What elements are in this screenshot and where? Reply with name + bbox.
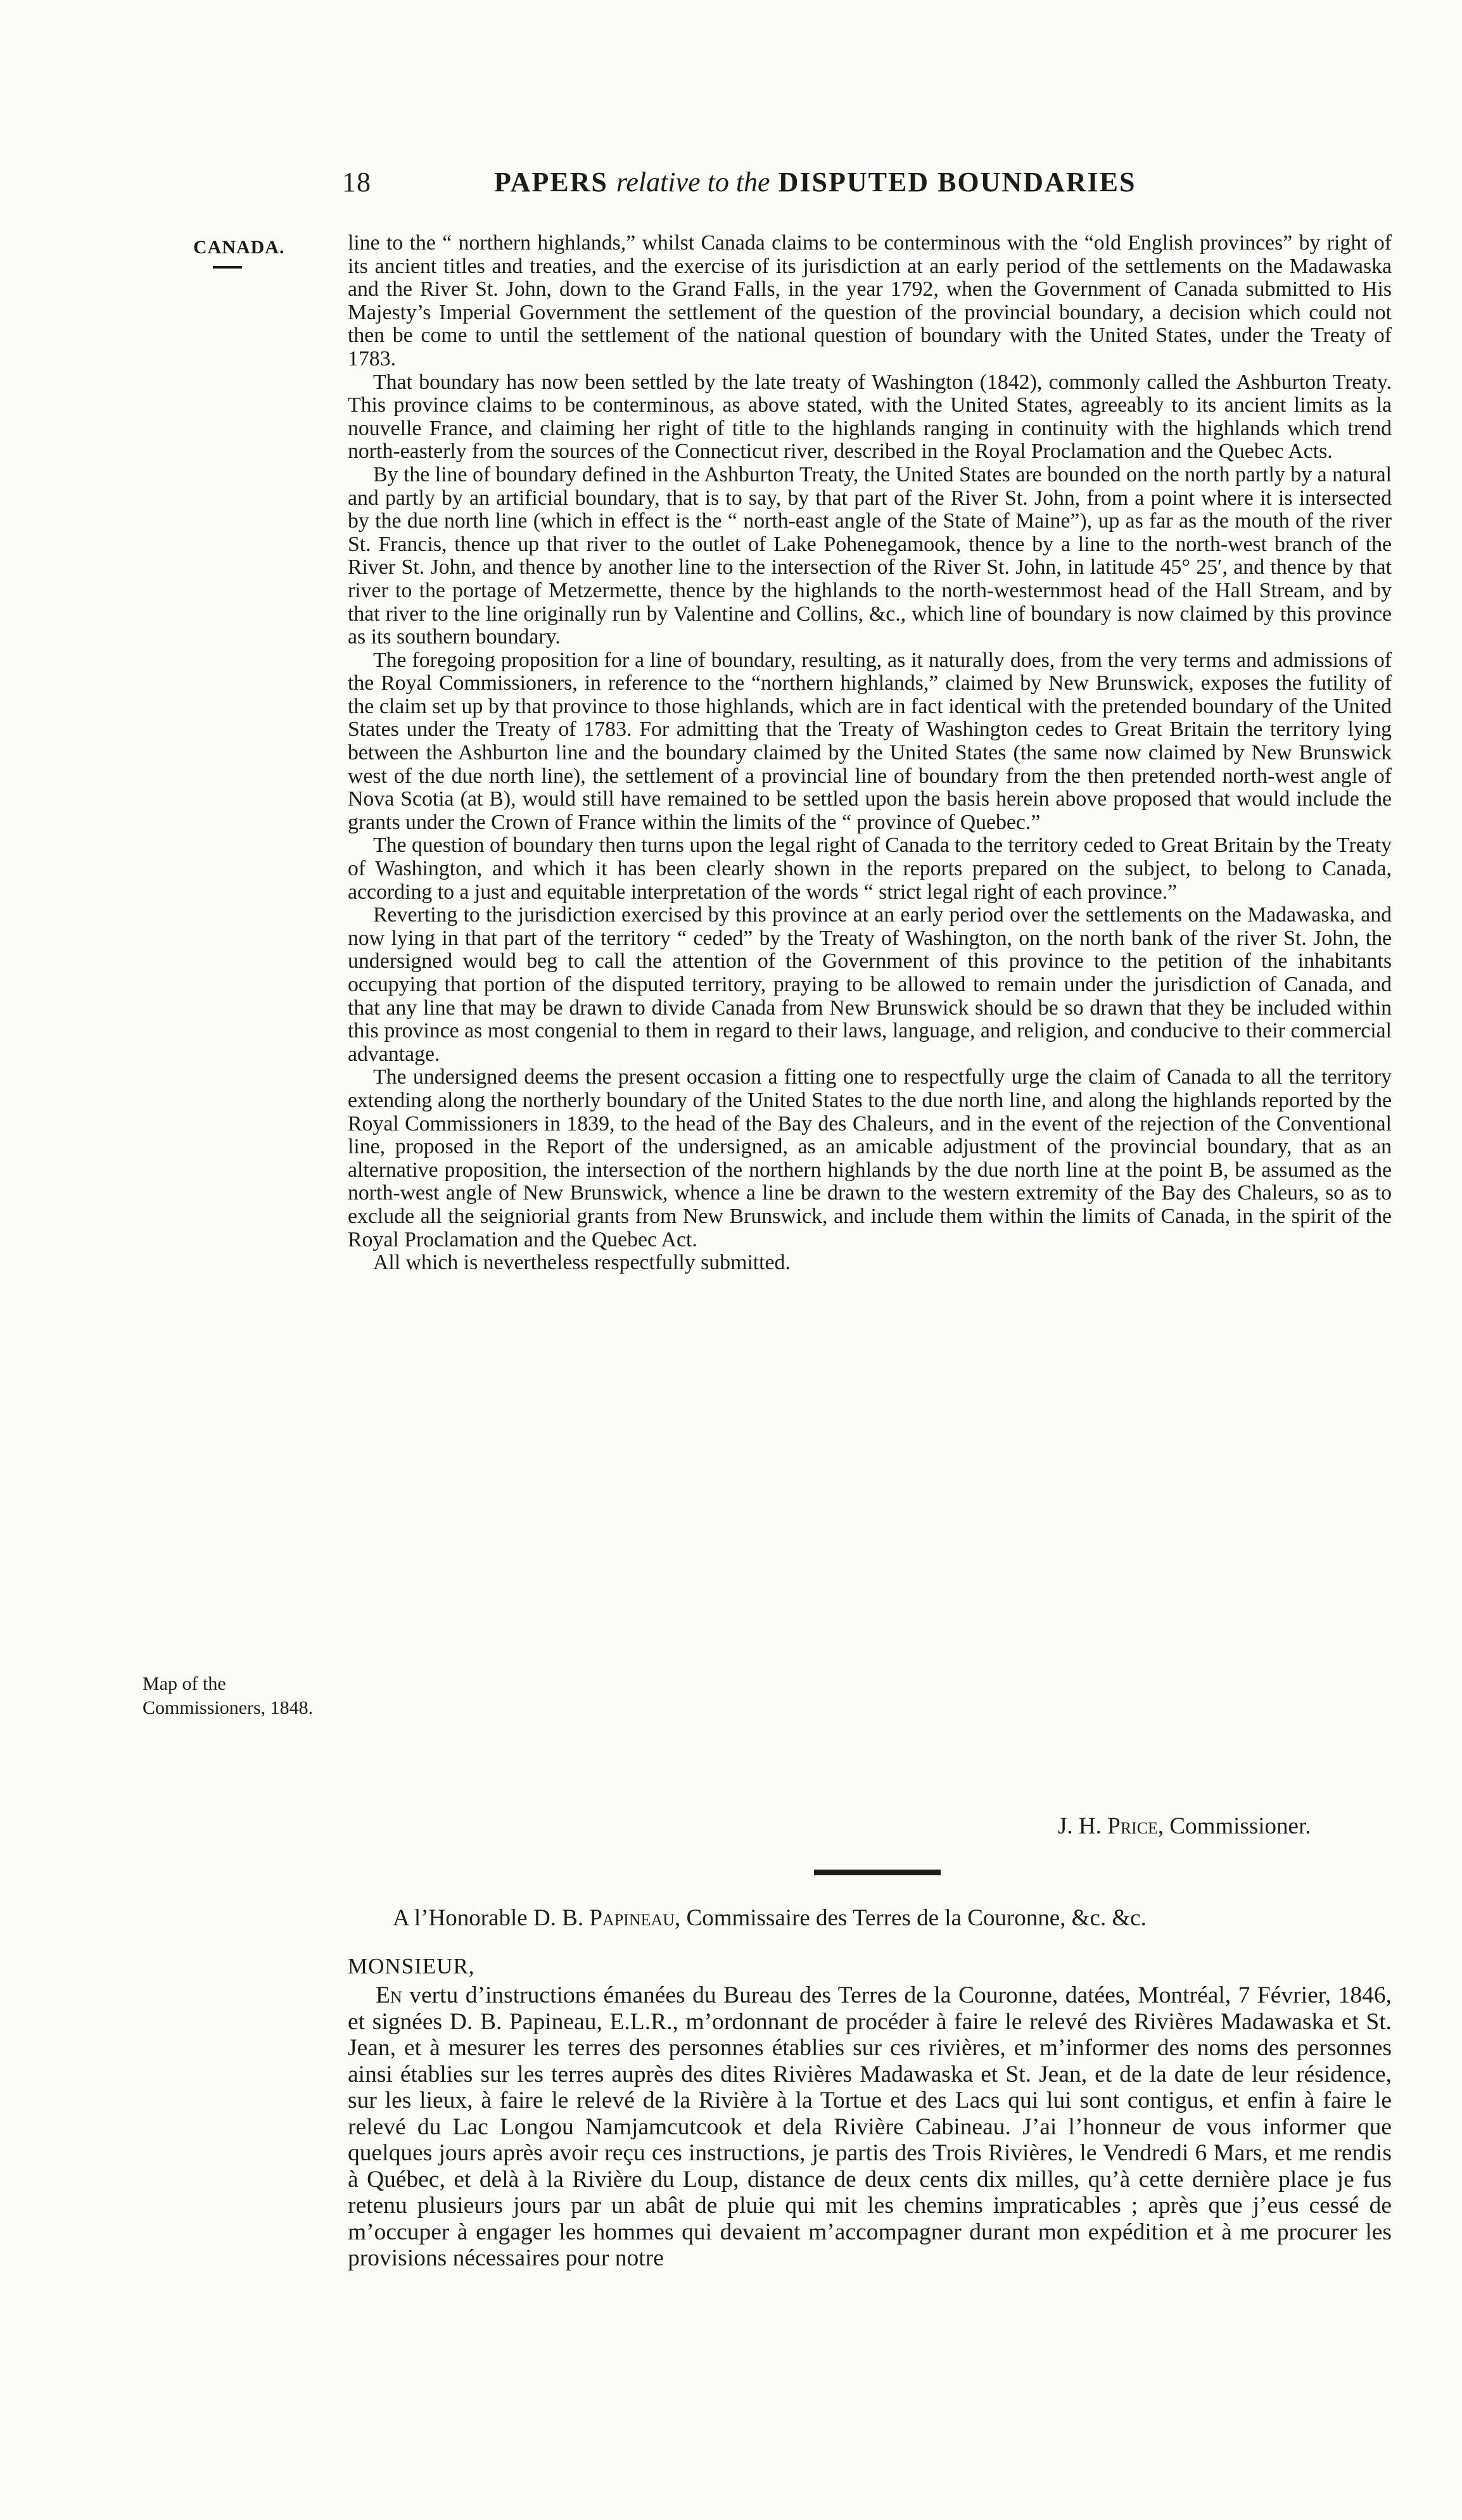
- letter-address: A l’Honorable D. B. Papineau, Commissaire des Terres de la Couronne, &c. &c.: [393, 1905, 1147, 1931]
- opening-word: En: [376, 1982, 402, 2008]
- paragraph: Reverting to the jurisdiction exercised by this province at an early period over the settlements on the Madawaska, and now lying in that part of the territory “ ceded” by the Treaty of Washington, on the north bank of the river St. John, the undersigned would beg to call the attention of the Government of this province to the petition of the inhabitants occupying that portion of the disputed territory, praying to be allowed to remain under the jurisdiction of Canada, and that any line that may be drawn to divide Canada from New Brunswick should be so drawn that they be included within this province as most congenial to them in regard to their laws, language, and religion, and conducive to their commercial advantage.: [348, 903, 1392, 1066]
- letter-salutation: MONSIEUR,: [348, 1954, 475, 1979]
- paragraph: The foregoing proposition for a line of boundary, resulting, as it naturally does, from the very terms and admissions of the Royal Commissioners, in reference to the “northern highlands,” claimed by New Brunswick, exposes the futility of the claim set up by that province to those highlands, which are in fact identical with the pretended boundary of the United States under the Treaty of 1783. For admitting that the Treaty of Washington cedes to Great Britain the territory lying between the Ashburton line and the boundary claimed by the United States (the same now claimed by New Brunswick west of the due north line), the settlement of a provincial line of boundary from the then pretended north-west angle of Nova Scotia (at B), would still have remained to be settled upon the basis herein above proposed that would include the grants under the Crown of France within the limits of the “ province of Quebec.”: [348, 648, 1392, 834]
- section-divider: [814, 1870, 941, 1875]
- english-report-body: [348, 232, 1392, 1275]
- running-head: [342, 166, 1444, 204]
- paragraph: All which is nevertheless respectfully submitted.: [373, 1251, 791, 1275]
- paragraph: The undersigned deems the present occasion a fitting one to respectfully urge the claim of Canada to all the territory extending along the northerly boundary of the United States to the due north line, and along the highlands reported by the Royal Commissioners in 1839, to the head of the Bay des Chaleurs, and in the event of the rejection of the Conventional line, proposed in the Report of the undersigned, as an amicable adjustment of the provincial boundary, that as an alternative proposition, the intersection of the northern highlands by the due north line at the point B, be assumed as the north-west angle of New Brunswick, whence a line be drawn to the western extremity of the Bay des Chaleurs, so as to exclude all the seigniorial grants from New Brunswick, and include them within the limits of Canada, in the spirit of the Royal Proclamation and the Quebec Act.: [348, 1065, 1392, 1251]
- signatory-title: , Commissioner.: [1157, 1813, 1311, 1839]
- paragraph: En vertu d’instructions émanées du Bureau des Terres de la Couronne, datées, Montréal, 7 Février, 1846, et signées D. B. Papineau, E.L.R., m’ordonnant de procéder à faire le relevé des Rivières Madawaska et St. Jean, et à mesurer les terres des personnes établies sur ces rivières, et m’informer des noms des personnes ainsi établies sur les terres auprès des dites Rivières Madawaska et St. Jean, et de la date de leur résidence, sur les lieux, à faire le relevé de la Rivière à la Tortue et des Lacs qui lui sont contigus, et enfin à faire le relevé du Lac Longou Namjamcutcook et dela Rivière Cabineau. J’ai l’honneur de vous informer que quelques jours après avoir reçu ces instructions, je partis des Trois Rivières, le Vendredi 6 Mars, et me rendis à Québec, et delà à la Rivière du Loup, distance de deux cents dix milles, qu’à cette dernière place je fus retenu plusieurs jours par un abât de pluie qui mit les chemins impraticables ; après que j’eus cessé de m’occuper à engager les hommes qui devaient m’accompagner durant mon expédition et à me procurer les provisions nécessaires pour notre: [348, 1982, 1392, 2271]
- paragraph: That boundary has now been settled by the late treaty of Washington (1842), commonly called the Ashburton Treaty. This province claims to be conterminous, as above stated, with the United States, agreeably to its ancient limits as la nouvelle France, and claiming her right of title to the highlands ranging in continuity with the highlands which trend north-easterly from the sources of the Connecticut river, described in the Royal Proclamation and the Quebec Acts.: [348, 370, 1392, 464]
- addressee-name: Papineau: [589, 1905, 675, 1931]
- signatory-name: J. H. Price: [1058, 1813, 1158, 1839]
- signature-line: [1058, 1813, 1311, 1840]
- page-number: 18: [342, 167, 371, 198]
- paragraph: By the line of boundary defined in the Ashburton Treaty, the United States are bounded on the north partly by a natural and partly by an artificial boundary, that is to say, by that part of the River St. John, from a point where it is intersected by the due north line (which in effect is the “ north-east angle of the State of Maine”), up as far as the mouth of the river St. Francis, thence up that river to the outlet of Lake Pohenegamook, thence by a line to the north-west branch of the River St. John, and thence by another line to the intersection of the River St. John, in latitude 45° 25′, and thence by that river to the portage of Metzermette, thence by the highlands to the north-westernmost head of the Hall Stream, and by that river to the line originally run by Valentine and Collins, &c., which line of boundary is now claimed by this province as its southern boundary.: [348, 462, 1392, 649]
- french-letter-body: [348, 1982, 1392, 2272]
- margin-dash-divider: [213, 266, 242, 269]
- paragraph: The question of boundary then turns upon the legal right of Canada to the territory ceded to Great Britain by the Treaty of Washington, and which it has been clearly shown in the reports prepared on the subject, to belong to Canada, according to a just and equitable interpretation of the words “ strict legal right of each province.”: [348, 833, 1392, 904]
- margin-section-label: CANADA.: [193, 237, 285, 258]
- page-title: PAPERS relative to the DISPUTED BOUNDARIES: [494, 167, 1136, 198]
- paragraph: line to the “ northern highlands,” whilst Canada claims to be conterminous with the “old English provinces” by right of its ancient titles and treaties, and the exercise of its jurisdiction at an early period of the settlements on the Madawaska and the River St. John, down to the Grand Falls, in the year 1792, when the Government of Canada submitted to His Majesty’s Imperial Government the settlement of the question of the provincial boundary, a decision which could not then be come to until the settlement of the national question of boundary with the United States, under the Treaty of 1783.: [348, 231, 1392, 370]
- margin-map-note: Map of the Commissioners, 1848.: [143, 1673, 314, 1718]
